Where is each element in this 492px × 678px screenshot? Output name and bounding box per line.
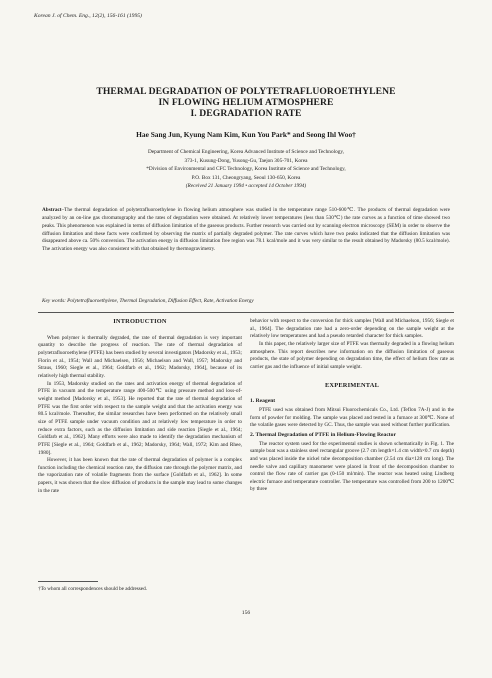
- abstract: [42, 207, 450, 254]
- abstract-label: Abstract: [42, 207, 62, 213]
- subsection-heading: 2. Thermal Degradation of PTFE in Helium-Flowing Reactor: [250, 431, 396, 438]
- title-line: IN FLOWING HELIUM ATMOSPHERE: [158, 97, 334, 108]
- left-column: [38, 318, 242, 495]
- body-paragraph: However, it has been known that the rate of thermal degradation of polymer is a complex function including the chemical reaction rate, the diffusion rate through the polymer matrix, and the vaporization rate of volatile fragments from the surface [Goldfarb et al., 1962]. In some papers, it was shown that the slow diffusion of products in the sample may lead to some changes in the rate: [38, 457, 242, 494]
- received-dates: (Received 21 January 1994 • accepted 14 October 1994): [185, 183, 307, 190]
- affiliation-line: 373-1, Kusung-Dong, Yusong-Gu, Taejon 305-701, Korea: [184, 157, 308, 164]
- keywords: Key words: Polytetrafluoroethylene, Thermal Degradation, Diffusion Effect, Rate, Activation Energy: [42, 298, 254, 304]
- author-list: Hae Sang Jun, Kyung Nam Kim, Kun You Park* and Seong Ihl Woo†: [136, 130, 356, 139]
- footnote: †To whom all correspondences should be addressed.: [38, 586, 147, 592]
- right-column: [250, 318, 454, 494]
- abstract-text: –The thermal degradation of polytetrafluoroethylene in flowing helium atmosphere was studied in the temperature range 510-600℃. The products of thermal degradation were analyzed by an on-line gas chromatography and the rates of degradation were obtained. At relatively lower temperatures (less than 530℃) the rate curves as a function of time showed two peaks. This phenomenon was explained in terms of diffusion limitation of the gaseous products. Further research was carried out by scanning electron microscopy (SEM) in order to observe the diffusion limitation and these facts were confirmed by observing the matrix of partially degraded polymer. The rate curves which have two peaks indicated that the diffusion limitation was disappeared above ca. 50% conversion. The activation energy in diffusion limitation free region was 78.1 kcal/mole and it was very similar to the result obtained by Madorsky (80.5 kcal/mole). The activation energy was also consistent with that obtained by thermogravimetry.: [42, 207, 450, 253]
- body-paragraph: When polymer is thermally degraded, the rate of thermal degradation is very important quantity to describe the progress of reaction. The rate of thermal degradation of polytetrafluoroethylene (PTFE) has been studied by several investigators [Madorsky et al., 1953; Florin et al., 1954; Wall and Michaelsen, 1956; Michaelson and Wall, 1957; Madorsky and Straus, 1960; Siegle et al., 1964; Goldfarb et al., 1962; Madorsky, 1964], because of its relatively high thermal stability.: [38, 334, 242, 379]
- affiliation-line: P.O. Box 131, Cheongryang, Seoul 130-650, Korea: [191, 174, 301, 181]
- section-heading-experimental: EXPERIMENTAL: [324, 381, 380, 389]
- title-line: I. DEGRADATION RATE: [190, 108, 302, 119]
- body-paragraph: The reactor system used for the experimental studies is shown schematically in Fig. 1. The sample boat was a stainless steel rectangular groove (2.7 cm length×1.4 cm width×0.7 cm depth) and was placed inside the nickel tube decomposition chamber (2.54 cm dia×128 cm long). The needle valve and capillary manometer were placed in front of the decomposition chamber to control the flow rate of carrier gas (0-150 ml/min). The reactor was heated using Lindberg electric furnace and temperature controller. The temperature was controlled from 200 to 1200℃ by three: [250, 440, 454, 493]
- footnote-divider: [38, 581, 98, 582]
- subsection-heading: 1. Reagent: [250, 398, 276, 405]
- affiliations: [30, 148, 462, 191]
- body-paragraph: PTFE used was obtained from Mitsui Fluorochemicals Co., Ltd. (Teflon 7A-J) and in the form of powder for molding. The sample was placed and tested in a furnace at 300℃. None of the volatile gases were detected by GC. Thus, the sample was used without further purification.: [250, 406, 454, 429]
- body-paragraph: In 1953, Madorsky studied on the rates and activation energy of thermal degradation of PTFE in vacuum and the temperature range 400-500℃ using pressure method and loss-of-weight method [Madorsky et al., 1953]. He reported that the rate of thermal degradation of PTFE was the first order with respect to the sample weight and that the activation energy was 80.5 kcal/mole. Thereafter, the similar researches have been performed on the relatively small size of PTFE sample under vacuum condition and at relatively low temperature in order to reduce extra factors, such as the diffusion limitation and side reaction [Siegle et al., 1964; Goldfarb et al., 1962]. Many efforts were also made to identify the degradation mechanism of PTFE [Siegle et al., 1964; Goldfarb et al., 1962; Madorsky, 1964; Wall, 1972; Kim and Rhee, 1980].: [38, 380, 242, 456]
- body-paragraph: behavior with respect to the conversion for thick samples [Wall and Michaelson, 1956; Siegle et al., 1964]. The degradation rate had a zero-order depending on the sample weight at the relatively low temperatures and had a pseudo retarded character for thick samples.: [250, 318, 454, 340]
- title-line: THERMAL DEGRADATION OF POLYTETRAFLUOROETHYLENE: [96, 86, 396, 97]
- paper-title: [30, 86, 462, 119]
- journal-citation: Korean J. of Chem. Eng., 12(2), 156-161 (1995): [34, 13, 142, 19]
- affiliation-line: *Division of Environmental and CFC Technology, Korea Institute of Science and Technology,: [146, 166, 346, 173]
- body-paragraph: In this paper, the relatively larger size of PTFE was thermally degraded in a flowing helium atmosphere. This report describes new information on the diffusion limitation of gaseous products, the state of polymer depending on degradation time, the effect of helium flow rate as carrier gas and the influence of initial sample weight.: [250, 340, 454, 370]
- affiliation-line: Department of Chemical Engineering, Korea Advanced Institute of Science and Technology,: [148, 149, 344, 155]
- section-divider: [38, 312, 454, 313]
- section-heading-introduction: INTRODUCTION: [113, 318, 167, 325]
- page-number: 156: [241, 610, 251, 616]
